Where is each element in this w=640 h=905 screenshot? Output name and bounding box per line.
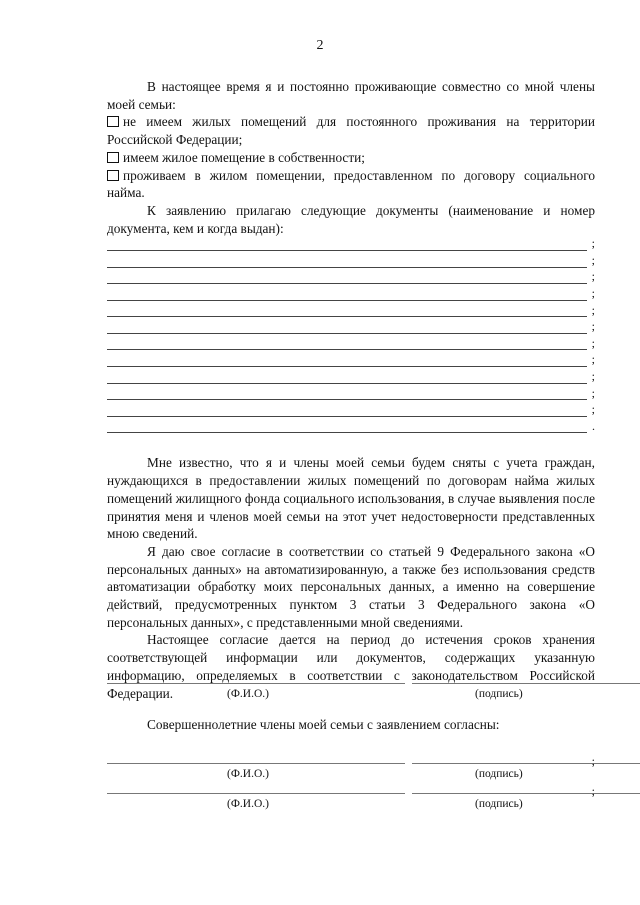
consent-paragraph: Я даю свое согласие в соответствии со статьей 9 Федерального закона «О персональных данных» на автоматизированную, а также без использования средств автоматизации обработку моих персональных данных, а именно на совершение действий, предусмотренных пунктом 3 статьи 3 Федерального закона «О персональных данных», с представленными мной сведениями. bbox=[107, 543, 595, 630]
blank-line-punct: ; bbox=[591, 335, 595, 350]
signature-line[interactable] bbox=[412, 763, 640, 764]
fio-line[interactable] bbox=[107, 793, 405, 794]
blank-line-punct: ; bbox=[591, 269, 595, 284]
applicant-signature bbox=[107, 683, 595, 700]
blank-line-punct: ; bbox=[591, 236, 595, 251]
blank-line-punct: ; bbox=[591, 385, 595, 400]
row-punct: ; bbox=[591, 784, 595, 798]
intro-paragraph: В настоящее время я и постоянно проживающие совместно со мной члены моей семьи: bbox=[107, 79, 595, 112]
blank-line[interactable] bbox=[107, 237, 595, 254]
documents-blank-lines bbox=[107, 237, 595, 436]
option-label: имеем жилое помещение в собственности; bbox=[123, 149, 365, 165]
member-signature-row bbox=[107, 754, 595, 780]
fio-line[interactable] bbox=[107, 763, 405, 764]
blank-line-punct: ; bbox=[591, 402, 595, 417]
checkbox-icon[interactable] bbox=[107, 116, 119, 127]
document-body bbox=[107, 78, 595, 702]
blank-line-punct: ; bbox=[591, 302, 595, 317]
signature-label: (подпись) bbox=[475, 688, 523, 700]
checkbox-icon[interactable] bbox=[107, 170, 119, 181]
option-own-housing bbox=[107, 149, 595, 167]
option-label: не имеем жилых помещений для постоянного проживания на территории Российской Федерации; bbox=[107, 114, 595, 148]
blank-line[interactable] bbox=[107, 271, 595, 288]
documents-intro: К заявлению прилагаю следующие документы (наименование и номер документа, кем и когда выдан): bbox=[107, 202, 595, 236]
option-social-rent bbox=[107, 167, 595, 202]
blank-line[interactable] bbox=[107, 304, 595, 321]
blank-line[interactable] bbox=[107, 370, 595, 387]
row-punct: ; bbox=[591, 754, 595, 768]
signature-label: (подпись) bbox=[475, 768, 523, 780]
blank-line[interactable] bbox=[107, 387, 595, 404]
fio-label: (Ф.И.О.) bbox=[227, 768, 269, 780]
page-number: 2 bbox=[316, 38, 324, 53]
blank-line[interactable] bbox=[107, 320, 595, 337]
signature-line[interactable] bbox=[412, 683, 640, 684]
blank-line-punct: ; bbox=[591, 368, 595, 383]
checkbox-icon[interactable] bbox=[107, 152, 119, 163]
blank-line-punct: ; bbox=[591, 352, 595, 367]
blank-line[interactable] bbox=[107, 287, 595, 304]
blank-line[interactable] bbox=[107, 420, 595, 437]
blank-line[interactable] bbox=[107, 353, 595, 370]
option-label: проживаем в жилом помещении, предоставленном по договору социального найма. bbox=[107, 167, 595, 201]
blank-line-punct: ; bbox=[591, 252, 595, 267]
signature-label: (подпись) bbox=[475, 798, 523, 810]
option-no-housing bbox=[107, 113, 595, 148]
blank-line-punct: ; bbox=[591, 286, 595, 300]
blank-line[interactable] bbox=[107, 254, 595, 271]
blank-line-punct: . bbox=[592, 418, 595, 433]
signature-line[interactable] bbox=[412, 793, 640, 794]
adult-members-text: Совершеннолетние члены моей семьи с заявлением согласны: bbox=[147, 717, 500, 732]
blank-line[interactable] bbox=[107, 403, 595, 420]
fio-line[interactable] bbox=[107, 683, 405, 684]
member-signature-row bbox=[107, 784, 595, 810]
blank-line-punct: ; bbox=[591, 319, 595, 334]
fio-label: (Ф.И.О.) bbox=[227, 688, 269, 700]
consent-period-paragraph: Настоящее согласие дается на период до истечения сроков хранения соответствующей информации или документов, содержащих указанную информацию, определяемых в соответствии с законодательством Российской Федерации. bbox=[107, 632, 595, 701]
fio-label: (Ф.И.О.) bbox=[227, 798, 269, 810]
blank-line[interactable] bbox=[107, 337, 595, 354]
deregistration-paragraph: Мне известно, что я и члены моей семьи будем сняты с учета граждан, нуждающихся в предоставлении жилых помещений по договорам найма жилых помещений жилищного фонда социального использования, в случае выявления после принятия меня и членов моей семьи на этот учет недостоверности представленных мною сведений. bbox=[107, 455, 595, 542]
